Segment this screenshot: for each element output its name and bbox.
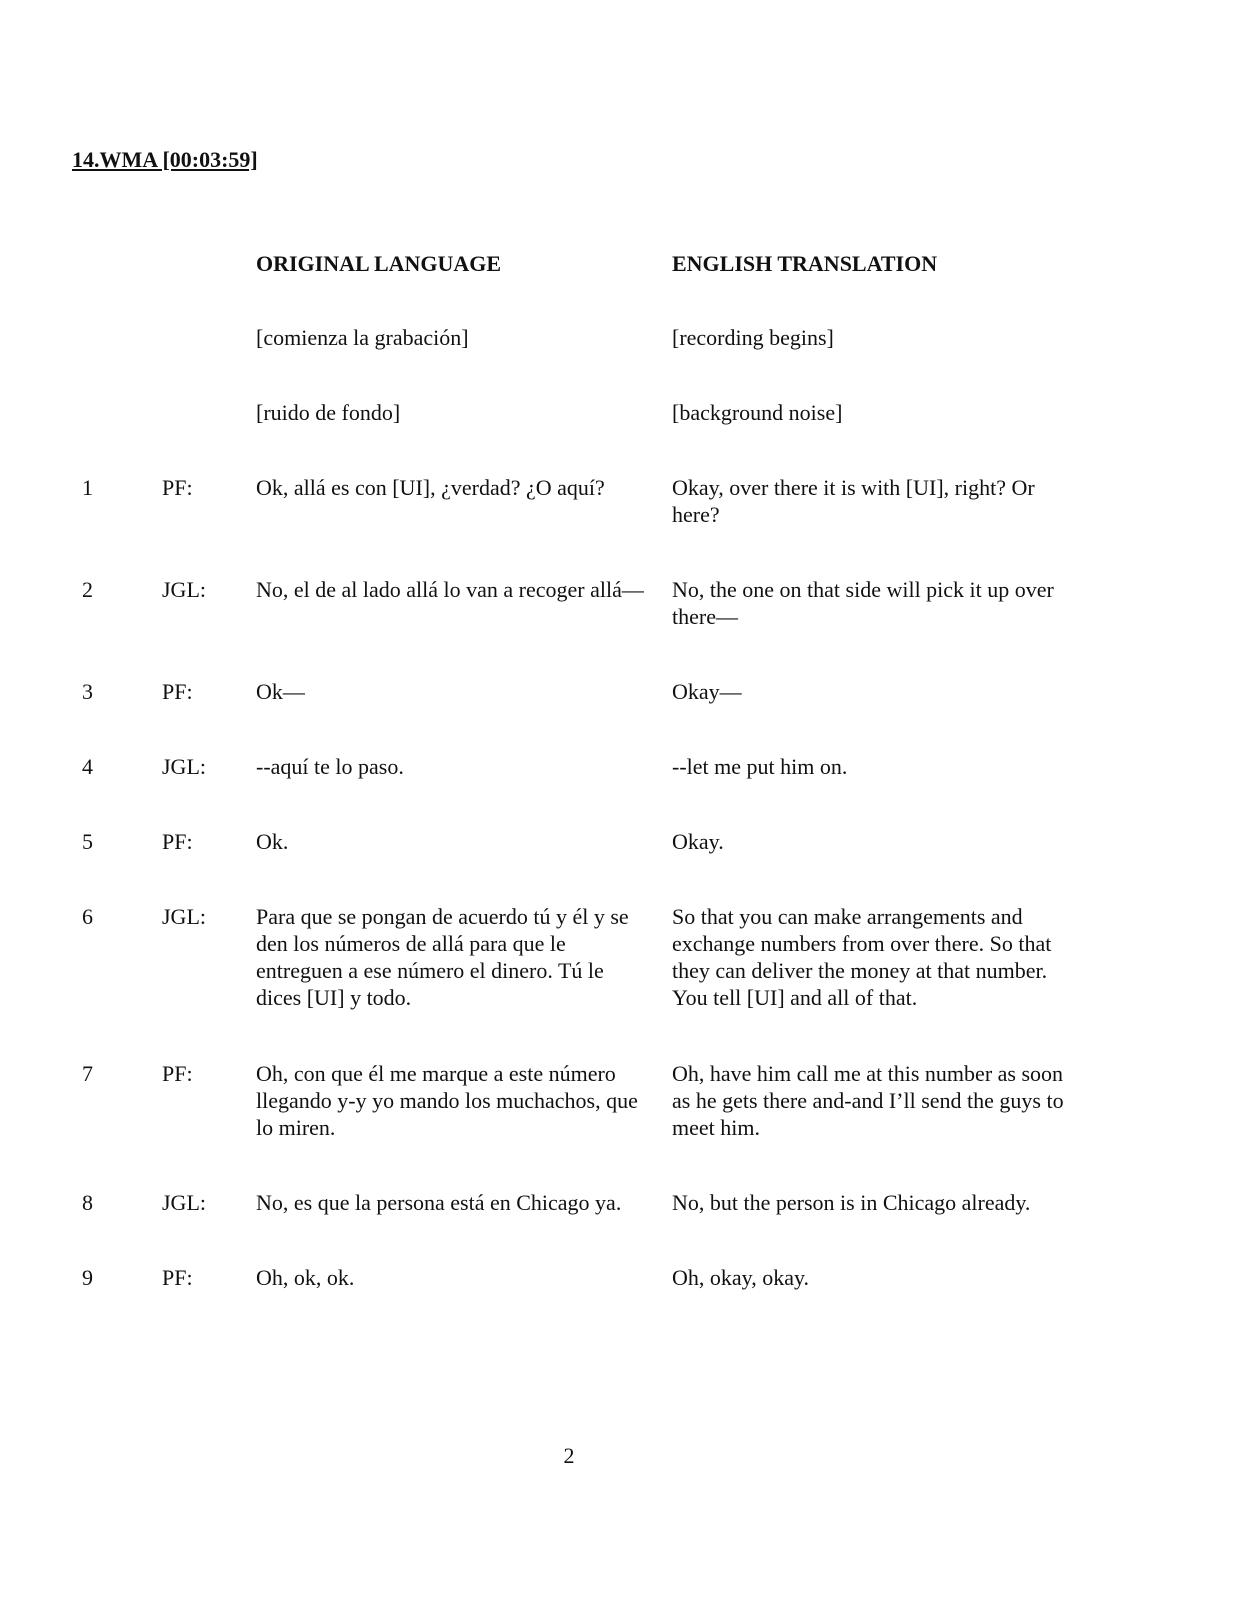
line-number: 1 — [82, 475, 93, 500]
original-text: No, el de al lado allá lo van a recoger allá— — [256, 577, 644, 602]
original-language-header: ORIGINAL LANGUAGE — [256, 251, 502, 276]
line-number: 4 — [82, 754, 93, 779]
translation-text: Oh, okay, okay. — [672, 1265, 810, 1290]
original-text: Ok, allá es con [UI], ¿verdad? ¿O aquí? — [256, 475, 605, 500]
line-number: 6 — [82, 904, 93, 929]
speaker: JGL: — [162, 1190, 206, 1215]
original-text: [ruido de fondo] — [256, 400, 401, 425]
original-text: Oh, ok, ok. — [256, 1265, 355, 1290]
line-number: 3 — [82, 679, 93, 704]
translation-text: Okay, over there it is with [UI], right? Or here? — [672, 475, 1035, 527]
english-translation-header: ENGLISH TRANSLATION — [672, 251, 938, 276]
translation-text: Okay— — [672, 679, 742, 704]
speaker: JGL: — [162, 904, 206, 929]
translation-text: No, the one on that side will pick it up over there— — [672, 577, 1054, 629]
translation-text: So that you can make arrangements and exchange numbers from over there. So that they can deliver the money at that number. You tell [UI] and all of that. — [672, 904, 1052, 1010]
translation-text: --let me put him on. — [672, 754, 848, 779]
line-number: 8 — [82, 1190, 93, 1215]
document-title: 14.WMA [00:03:59] — [72, 147, 258, 172]
speaker: PF: — [162, 475, 193, 500]
line-number: 9 — [82, 1265, 93, 1290]
original-text: [comienza la grabación] — [256, 325, 469, 350]
original-text: No, es que la persona está en Chicago ya. — [256, 1190, 622, 1215]
speaker: PF: — [162, 829, 193, 854]
original-text: Ok. — [256, 829, 289, 854]
original-text: Oh, con que él me marque a este número llegando y-y yo mando los muchachos, que lo miren. — [256, 1061, 638, 1140]
translation-text: [background noise] — [672, 400, 843, 425]
translation-text: [recording begins] — [672, 325, 834, 350]
speaker: JGL: — [162, 577, 206, 602]
line-number: 7 — [82, 1061, 93, 1086]
original-text: Para que se pongan de acuerdo tú y él y se den los números de allá para que le entreguen a ese número el dinero. Tú le dices [UI] y todo. — [256, 904, 629, 1010]
page-number: 2 — [563, 1443, 575, 1468]
translation-text: Okay. — [672, 829, 724, 854]
translation-text: No, but the person is in Chicago already. — [672, 1190, 1031, 1215]
original-text: Ok— — [256, 679, 305, 704]
speaker: PF: — [162, 679, 193, 704]
line-number: 5 — [82, 829, 93, 854]
translation-text: Oh, have him call me at this number as soon as he gets there and-and I’ll send the guys to meet him. — [672, 1061, 1064, 1140]
speaker: PF: — [162, 1061, 193, 1086]
line-number: 2 — [82, 577, 93, 602]
speaker: PF: — [162, 1265, 193, 1290]
speaker: JGL: — [162, 754, 206, 779]
original-text: --aquí te lo paso. — [256, 754, 404, 779]
